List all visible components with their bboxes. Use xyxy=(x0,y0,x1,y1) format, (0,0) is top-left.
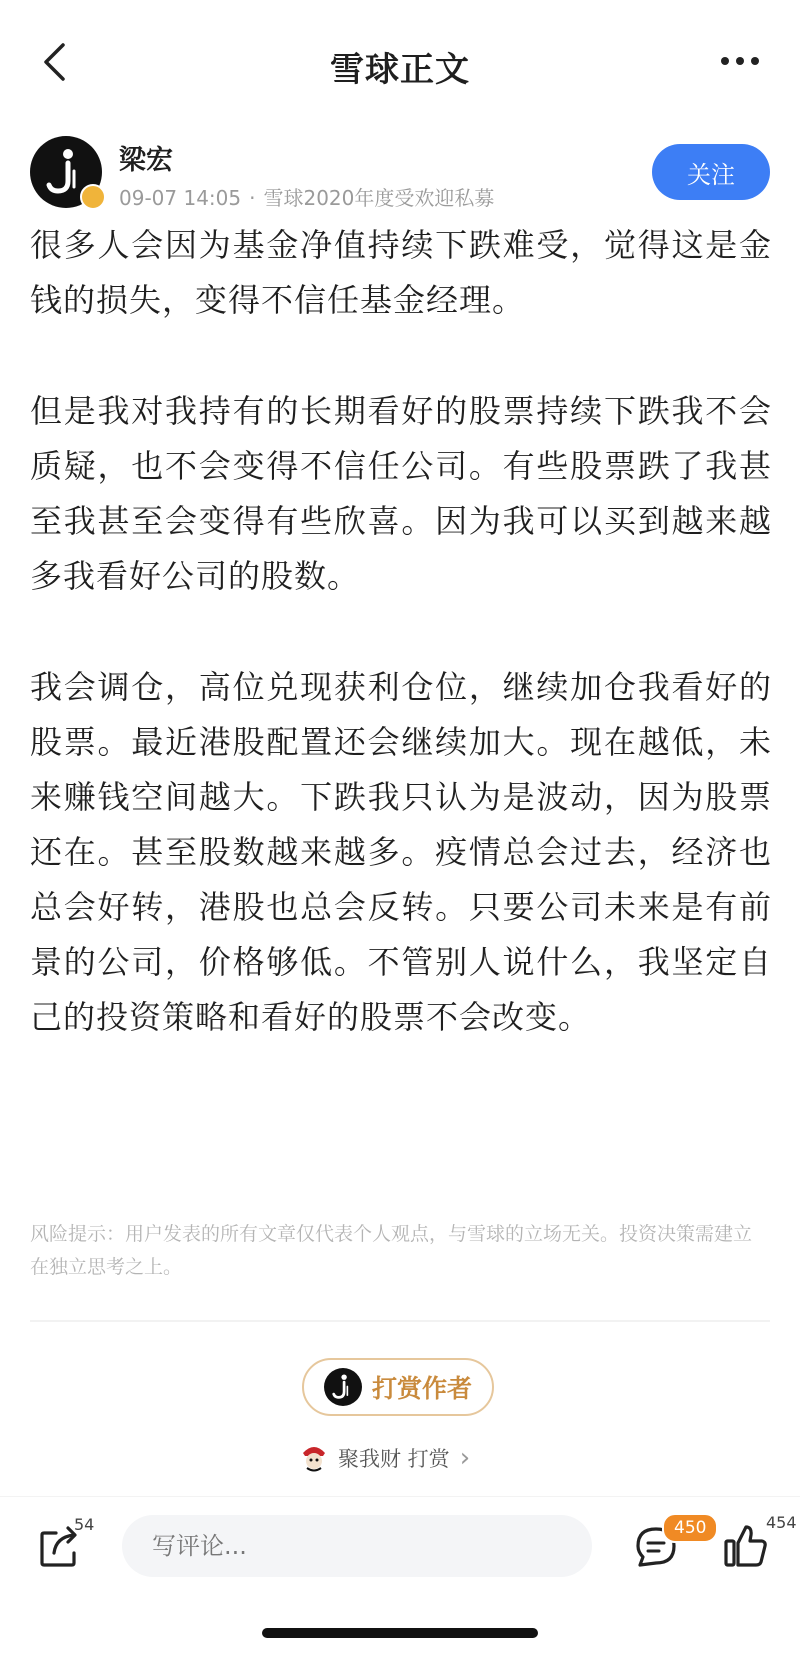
share-count: 54 xyxy=(74,1515,95,1534)
meta-separator: · xyxy=(249,186,256,210)
comment-count-badge: 450 xyxy=(662,1513,718,1543)
author-logo-icon xyxy=(324,1368,362,1406)
more-button[interactable] xyxy=(714,46,766,76)
comment-input[interactable] xyxy=(122,1515,592,1577)
like-button[interactable] xyxy=(722,1521,768,1569)
author-meta xyxy=(119,182,494,211)
author-row xyxy=(30,132,770,212)
thumbs-up-icon xyxy=(722,1521,768,1569)
author-tag: 雪球2020年度受欢迎私募 xyxy=(263,186,495,210)
post-timestamp: 09-07 14:05 xyxy=(119,186,242,210)
tipper-text: 聚我财 打赏 xyxy=(338,1447,450,1471)
top-nav-bar xyxy=(0,20,800,110)
verified-badge-icon xyxy=(80,184,106,210)
article-body xyxy=(30,218,772,1101)
tipper-avatar-icon xyxy=(300,1444,328,1472)
chevron-right-icon: › xyxy=(459,1443,471,1473)
follow-button[interactable]: 关注 xyxy=(652,144,770,200)
like-count: 454 xyxy=(766,1513,797,1532)
bottom-action-bar xyxy=(0,1496,800,1617)
author-name[interactable]: 梁宏 xyxy=(119,145,173,176)
reward-label: 打赏作者 xyxy=(371,1374,472,1403)
reward-author-button[interactable] xyxy=(302,1358,494,1416)
risk-notice: 风险提示：用户发表的所有文章仅代表个人观点，与雪球的立场无关。投资决策需建立在独立思考之上。 xyxy=(30,1223,753,1278)
home-indicator xyxy=(262,1628,538,1638)
more-dots-icon xyxy=(720,56,760,66)
article-paragraph: 但是我对我持有的长期看好的股票持续下跌我不会质疑，也不会变得不信任公司。有些股票跌了我甚至我甚至会变得有些欣喜。因为我可以买到越来越多我看好公司的股数。 xyxy=(30,392,772,595)
page-title: 雪球正文 xyxy=(330,50,470,90)
article-paragraph: 很多人会因为基金净值持续下跌难受，觉得这是金钱的损失，变得不信任基金经理。 xyxy=(30,226,772,319)
tipper-row[interactable] xyxy=(300,1438,470,1478)
divider xyxy=(30,1320,770,1322)
article-paragraph: 我会调仓，高位兑现获利仓位，继续加仓我看好的股票。最近港股配置还会继续加大。现在越低，未来赚钱空间越大。下跌我只认为是波动，因为股票还在。甚至股数越来越多。疫情总会过去，经济也总会好转，港股也总会反转。只要公司未来是有前景的公司，价格够低。不管别人说什么，我坚定自己的投资策略和看好的股票不会改变。 xyxy=(30,668,772,1036)
